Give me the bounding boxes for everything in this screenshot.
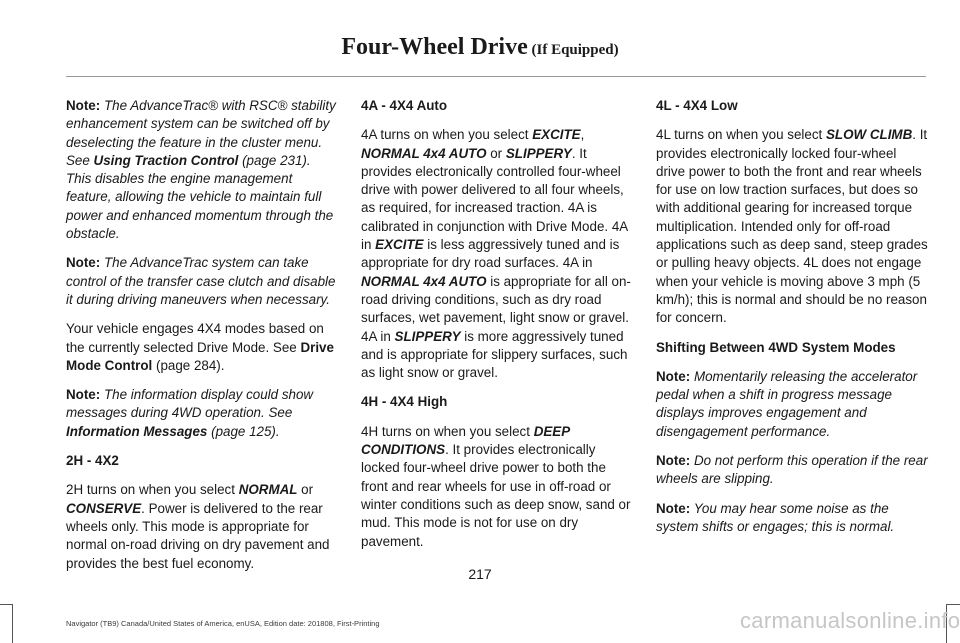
- note-accelerator: [656, 368, 928, 441]
- paragraph-text: ,: [580, 127, 585, 143]
- mode-name: EXCITE: [532, 127, 581, 143]
- paragraph-text: Your vehicle engages 4X4 modes based on the currently selected Drive Mode. See: [66, 321, 324, 355]
- note-advancetrac: [66, 254, 338, 309]
- paragraph-text: . It provides electronically locked four-wheel drive power to both the front and rear wheels for use on low traction surfaces, but does so with additional gearing for increased torque multiplication. Intended only for off-road applications such as deep sand, steep grades or pulling heavy objects. 4L does not engage when your vehicle is moving above 3 mph (5 km/h); this is normal and should be no reason for concern.: [656, 127, 928, 326]
- chapter-title: Four-Wheel Drive: [341, 34, 528, 60]
- note-rear-wheels: [656, 452, 928, 489]
- paragraph-text: 2H turns on when you select: [66, 482, 239, 498]
- cross-reference-link[interactable]: Using Traction Control: [93, 152, 239, 168]
- note-text: The AdvanceTrac system can take control of the transfer case clutch and disable it during driving maneuvers when necessary.: [66, 255, 336, 307]
- header-divider: [66, 76, 926, 77]
- chapter-qualifier: (If Equipped): [527, 42, 619, 58]
- section-heading-4h: 4H - 4X4 High: [361, 394, 448, 410]
- paragraph-drive-mode: [66, 320, 338, 375]
- paragraph-text: is less aggressively tuned and is appropriate for dry road surfaces. 4A in: [361, 237, 620, 271]
- note-text: (page 125).: [207, 423, 280, 439]
- paragraph-text: 4L turns on when you select: [656, 127, 826, 143]
- mode-name: EXCITE: [375, 237, 424, 253]
- paragraph-4l: [656, 126, 928, 327]
- column-right: [656, 97, 928, 547]
- crop-mark: [0, 604, 12, 605]
- mode-name: NORMAL 4x4 AUTO: [361, 145, 487, 161]
- paragraph-text: . It provides electronically locked four-wheel drive power to both the front and rear wheels for use in off-road or winter conditions such as deep snow, sand or mud. This mode is not for use on dry pavement.: [361, 442, 631, 549]
- cross-reference-link[interactable]: Information Messages: [66, 423, 208, 439]
- paragraph-4h: [361, 423, 633, 551]
- paragraph-text: is appropriate for all on-road driving conditions, such as dry road surfaces, wet pavement, light snow or gravel. 4A in: [361, 273, 631, 344]
- note-information-display: [66, 386, 338, 441]
- note-label: Note:: [656, 453, 691, 469]
- note-text: (page 231). This disables the engine management feature, allowing the vehicle to maintain full power and enhanced momentum through the obstacle.: [66, 152, 334, 242]
- note-label: Note:: [656, 500, 691, 516]
- mode-name: DEEP CONDITIONS: [361, 423, 570, 458]
- mode-name: NORMAL 4x4 AUTO: [361, 273, 487, 289]
- paragraph-text: 4H turns on when you select: [361, 423, 534, 439]
- mode-name: CONSERVE: [66, 500, 142, 516]
- note-text: The AdvanceTrac® with RSC® stability enhancement system can be switched off by deselecting the feature in the cluster menu. See: [66, 98, 336, 168]
- note-noise: [656, 500, 928, 537]
- cross-reference-link[interactable]: Drive Mode Control: [66, 339, 334, 373]
- crop-mark: [12, 604, 13, 643]
- paragraph-2h: [66, 481, 338, 572]
- note-advancetrac-rsc: [66, 97, 338, 243]
- note-text: Momentarily releasing the accelerator pedal when a shift in progress message displays improves engagement and disengagement performance.: [656, 368, 918, 439]
- note-label: Note:: [66, 255, 101, 271]
- note-label: Note:: [656, 368, 691, 384]
- note-text: You may hear some noise as the system shifts or engages; this is normal.: [656, 500, 895, 534]
- footer-edition-info: Navigator (TB9) Canada/United States of America, enUSA, Edition date: 201808, First-Printing: [66, 619, 380, 628]
- section-heading-4l: 4L - 4X4 Low: [656, 98, 738, 113]
- page-title: [0, 34, 960, 61]
- mode-name: SLOW CLIMB: [825, 127, 913, 143]
- mode-name: NORMAL: [238, 482, 298, 498]
- column-left: [66, 97, 338, 584]
- paragraph-text: (page 284).: [152, 357, 225, 373]
- mode-name: SLIPPERY: [394, 328, 461, 344]
- paragraph-text: or: [486, 145, 506, 161]
- note-text: Do not perform this operation if the rear wheels are slipping.: [656, 453, 928, 487]
- note-text: The information display could show messages during 4WD operation. See: [66, 387, 314, 421]
- paragraph-text: . It provides electronically controlled four-wheel drive with power delivered to all four wheels, as required, for increased traction. 4A is calibrated in conjunction with Drive Mode. 4A in: [361, 145, 628, 253]
- section-heading-shifting: Shifting Between 4WD System Modes: [656, 339, 896, 355]
- mode-name: SLIPPERY: [505, 145, 572, 161]
- section-heading-2h: 2H - 4X2: [66, 453, 119, 469]
- column-middle: [361, 97, 633, 562]
- note-label: Note:: [66, 387, 101, 403]
- paragraph-text: is more aggressively tuned and is appropriate for slippery surfaces, such as light snow or gravel.: [361, 328, 628, 381]
- paragraph-text: . Power is delivered to the rear wheels only. This mode is appropriate for normal on-road driving on dry pavement and provides the best fuel economy.: [66, 500, 330, 571]
- paragraph-text: 4A turns on when you select: [361, 127, 533, 143]
- paragraph-text: or: [297, 482, 314, 498]
- page-number: 217: [468, 566, 492, 582]
- note-label: Note:: [66, 98, 101, 113]
- section-heading-4a: 4A - 4X4 Auto: [361, 98, 448, 113]
- watermark-logo: carmanualsonline.info: [740, 608, 960, 633]
- paragraph-4a: [361, 126, 633, 382]
- crop-mark: [946, 604, 960, 605]
